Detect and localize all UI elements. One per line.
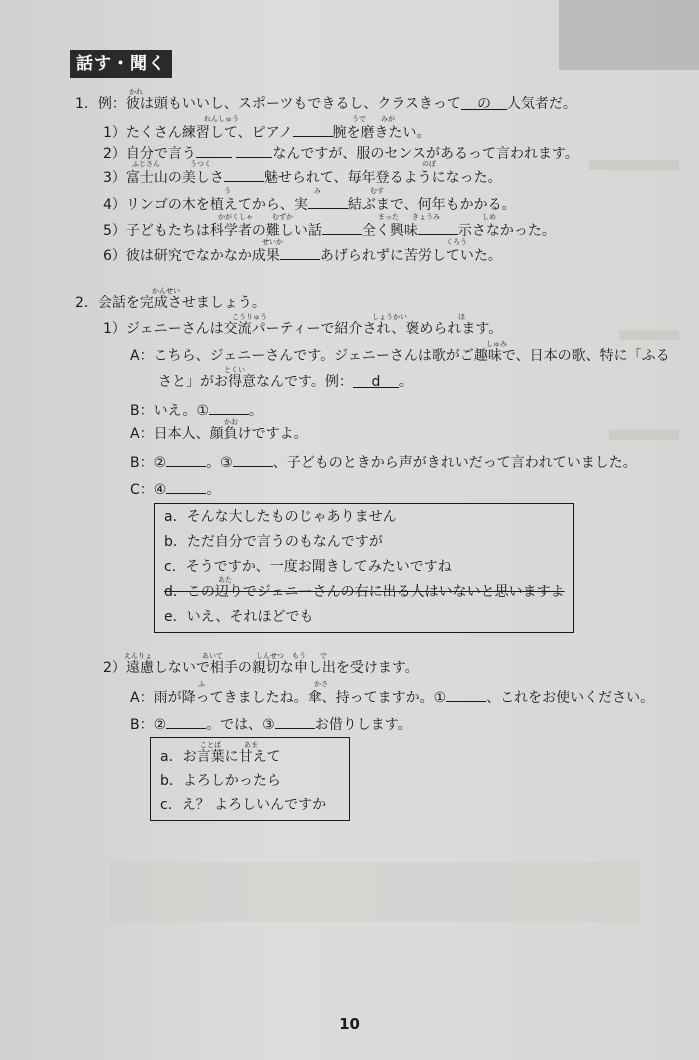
dialogue-text: 。 xyxy=(398,374,413,390)
q1-item-text: 3）富士山の美しさ xyxy=(103,170,224,186)
dialogue-text: C：④ xyxy=(130,482,167,498)
example-answer: d xyxy=(353,373,399,388)
answer-blank[interactable] xyxy=(275,714,315,729)
ruby: あた xyxy=(218,576,232,584)
ruby: うで xyxy=(352,115,366,123)
ruby: ふ xyxy=(198,680,205,688)
page-number: 10 xyxy=(339,1015,360,1033)
ruby: えんりょ xyxy=(124,652,152,660)
ruby: あいて xyxy=(202,652,223,660)
ruby: ほ xyxy=(458,313,465,321)
dialogue-text: さと」がお得意なんです。例： xyxy=(158,374,353,390)
ruby: かさ xyxy=(314,680,328,688)
choice-b: b．ただ自分で言うのもなんですが xyxy=(164,534,383,550)
q1-item-text: 2）自分で言う xyxy=(103,146,196,162)
answer-blank[interactable] xyxy=(280,245,320,260)
q1-item-text: 腕を磨きたい。 xyxy=(332,125,431,141)
ruby: くろう xyxy=(446,238,467,246)
dialogue1-a1-cont xyxy=(158,373,413,391)
q1-example-text: 1．例：彼は頭もいいし、スポーツもできるし、クラスきって xyxy=(75,96,461,112)
dialogue2-b1 xyxy=(130,714,412,734)
q1-item-text: 示さなかった。 xyxy=(457,223,556,239)
answer-blank[interactable] xyxy=(236,143,272,158)
dialogue1-a1: A：こちら、ジェニーさんです。ジェニーさんは歌がご趣味で、日本の歌、特に「ふる xyxy=(130,348,670,364)
bleed-through-mark xyxy=(619,330,679,340)
ruby: まった xyxy=(378,213,399,221)
ruby: かがくしゃ xyxy=(218,213,253,221)
ruby: むす xyxy=(370,187,384,195)
ruby: ふじさん xyxy=(132,160,160,168)
ruby: とくい xyxy=(224,366,245,374)
dialogue-text: 。では、③ xyxy=(206,717,275,733)
dialogue-text: B：② xyxy=(130,455,167,471)
q1-item-text: 4）リンゴの木を植えてから、実 xyxy=(103,197,308,213)
q1-example-answer: の xyxy=(461,95,507,110)
bleed-through-mark xyxy=(589,160,679,170)
q1-example-end: 人気者だ。 xyxy=(506,96,577,112)
ruby: うつく xyxy=(190,160,211,168)
ruby: むずか xyxy=(272,213,293,221)
ruby: のぼ xyxy=(422,160,436,168)
dialogue-text: 。 xyxy=(249,403,263,419)
dialogue-text: お借りします。 xyxy=(314,717,412,733)
answer-blank[interactable] xyxy=(233,452,273,467)
answer-blank[interactable] xyxy=(418,220,458,235)
ruby: う xyxy=(224,187,231,195)
dialogue-text: A：雨が降ってきましたね。傘、持ってますか。① xyxy=(130,690,447,706)
q1-item-2 xyxy=(103,143,579,163)
dialogue-text: 。③ xyxy=(206,455,233,471)
ruby: もう xyxy=(292,652,306,660)
dialogue1-b2 xyxy=(130,452,637,472)
ruby: しんせつ xyxy=(256,652,284,660)
bleed-through-mark xyxy=(609,430,679,440)
dialogue2-a1 xyxy=(130,687,654,707)
q2-title: 2．会話を完成させましょう。 xyxy=(75,295,266,311)
ruby: かお xyxy=(224,418,238,426)
choice-e: e．いえ、それほどでも xyxy=(164,609,314,625)
ruby: で xyxy=(320,652,327,660)
ruby: ことば xyxy=(200,741,221,749)
dialogue-text: 、これをお使いください。 xyxy=(486,690,655,706)
dialogue-text: 。 xyxy=(206,482,221,498)
choice2-c: c．え？ よろしいんですか xyxy=(160,797,327,813)
answer-blank[interactable] xyxy=(166,452,206,467)
answer-blank[interactable] xyxy=(308,194,348,209)
ruby: こうりゅう xyxy=(232,313,267,321)
q1-item-text: 1）たくさん練習して、ピアノ xyxy=(103,125,293,141)
q1-item-6 xyxy=(103,245,502,265)
choice-a: a．そんな大したものじゃありません xyxy=(164,509,397,525)
answer-blank[interactable] xyxy=(293,122,333,137)
answer-blank[interactable] xyxy=(446,687,486,702)
ruby: み xyxy=(314,187,321,195)
q1-item-text: あげられずに苦労していた。 xyxy=(319,248,502,264)
q1-item-3 xyxy=(103,167,502,187)
q1-example xyxy=(75,95,577,113)
answer-blank[interactable] xyxy=(196,143,232,158)
q1-item-text: 結ぶまで、何年もかかる。 xyxy=(347,197,516,213)
answer-blank[interactable] xyxy=(322,220,362,235)
q1-item-text: 魅せられて、毎年登るようになった。 xyxy=(263,170,502,186)
dialogue-text: 、子どものときから声がきれいだって言われていました。 xyxy=(272,455,637,471)
ruby: せいか xyxy=(262,238,283,246)
q1-item-text: なんですが、服のセンスがあるって言われます。 xyxy=(272,146,579,162)
q1-item-5 xyxy=(103,220,556,240)
answer-blank[interactable] xyxy=(166,479,206,494)
ruby: しょうかい xyxy=(372,313,407,321)
choice2-b: b．よろしかったら xyxy=(160,773,281,789)
q1-item-4 xyxy=(103,194,516,214)
answer-blank[interactable] xyxy=(224,167,264,182)
ruby: みが xyxy=(381,115,395,123)
ruby: しゅみ xyxy=(486,340,507,348)
q1-item-text: 全く興味 xyxy=(361,223,418,239)
q1-item-text: 6）彼は研究でなかなか成果 xyxy=(103,248,280,264)
ruby: れんしゅう xyxy=(204,115,239,123)
choice2-a: a．お言葉に甘えて xyxy=(160,749,281,765)
choice-d-used: d．この辺りでジェニーさんの右に出る人はいないと思いますよ xyxy=(164,584,565,600)
answer-blank[interactable] xyxy=(166,714,206,729)
section-title: 話す・聞く xyxy=(70,50,172,78)
dialogue2-title: 2）遠慮しないで相手の親切な申し出を受けます。 xyxy=(103,660,419,676)
dialogue1-c1 xyxy=(130,479,220,499)
ruby: かれ xyxy=(129,88,143,96)
dialogue-text: B：いえ。① xyxy=(130,403,209,419)
dialogue1-title: 1）ジェニーさんは交流パーティーで紹介され、褒められます。 xyxy=(103,321,503,337)
q1-item-text: 5）子どもたちは科学者の難しい話 xyxy=(103,223,322,239)
choice-c: c．そうですか、一度お聞きしてみたいですね xyxy=(164,559,452,575)
ruby: きょうみ xyxy=(412,213,440,221)
dialogue1-a2: A：日本人、顔負けですよ。 xyxy=(130,426,308,442)
ruby: あま xyxy=(244,741,258,749)
bleed-through-table xyxy=(110,862,640,922)
bleed-through-header xyxy=(559,0,699,70)
ruby: しめ xyxy=(482,213,496,221)
dialogue1-b1 xyxy=(130,400,263,420)
answer-blank[interactable] xyxy=(209,400,249,415)
q1-item-1 xyxy=(103,122,431,142)
dialogue-text: B：② xyxy=(130,717,167,733)
ruby: かんせい xyxy=(152,287,180,295)
